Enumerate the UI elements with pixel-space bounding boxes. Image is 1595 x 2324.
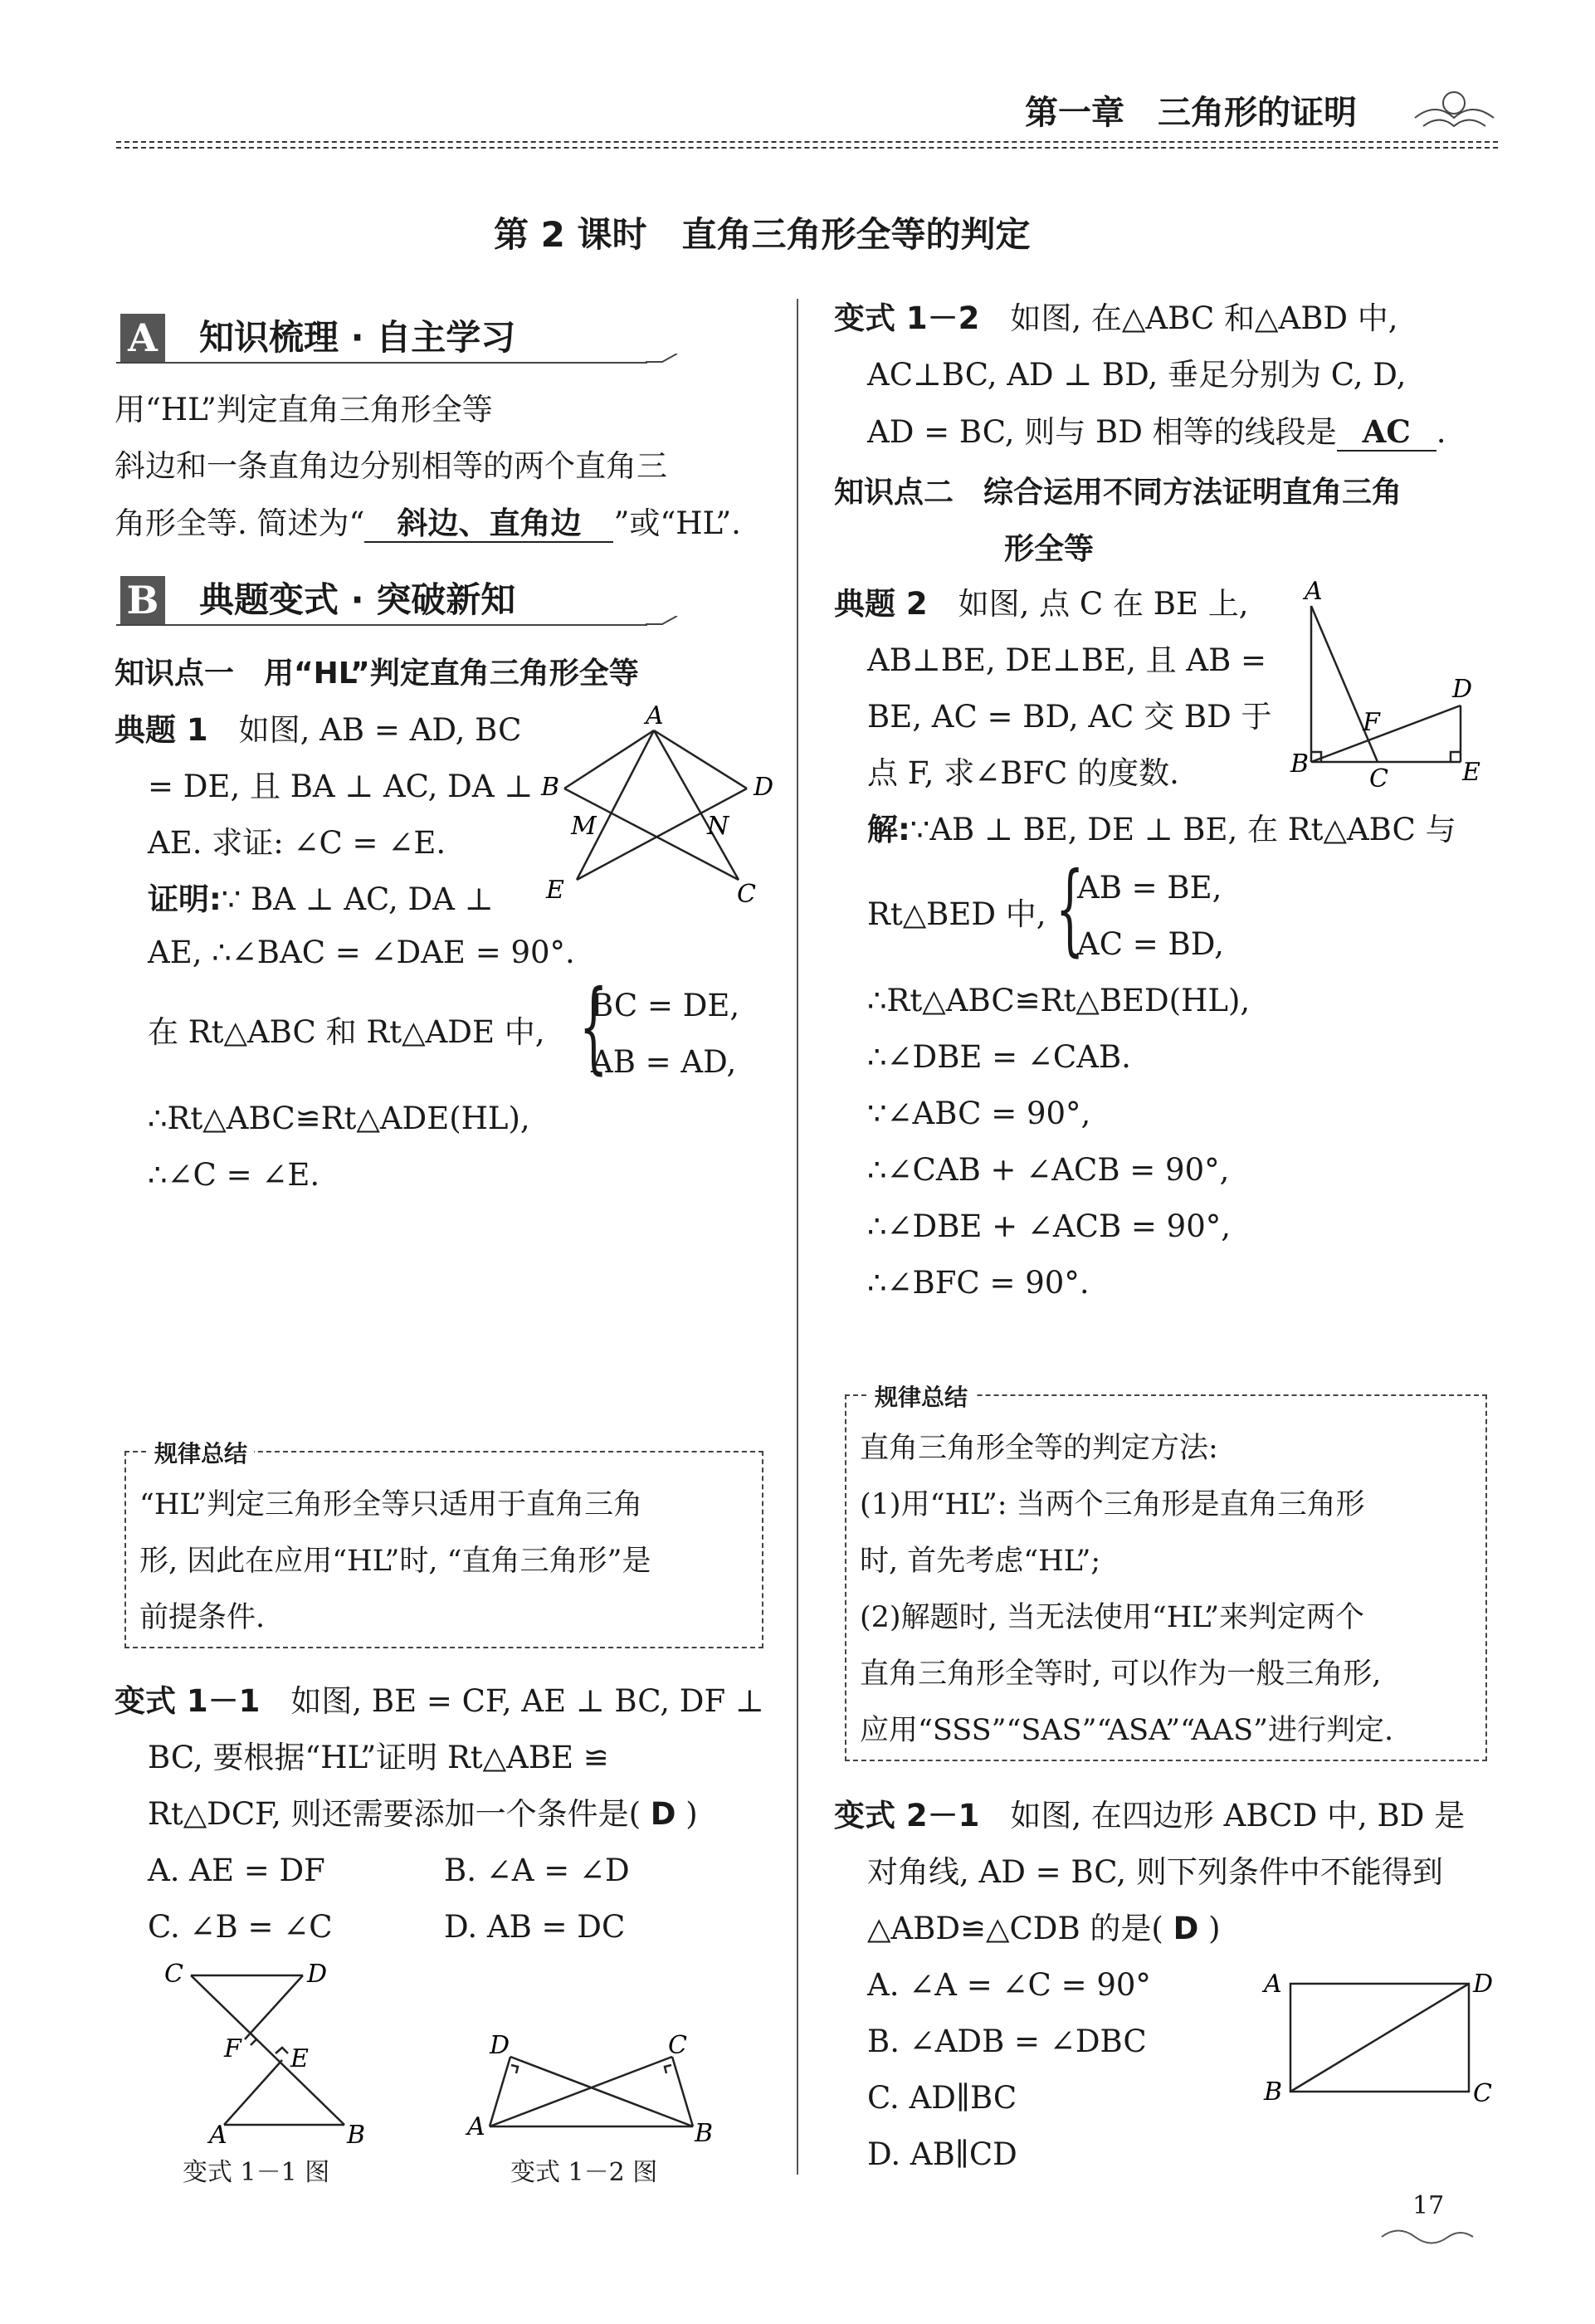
section-b-title: 典题变式 · 突破新知 [199, 579, 516, 620]
ex2-solution-1 [867, 812, 1456, 848]
var12-label: 变式 1－2 [834, 300, 980, 336]
var21-answer: D [1173, 1911, 1199, 1946]
var21-fig-label-b: B [1264, 2077, 1283, 2107]
var21-line-1 [834, 1798, 1465, 1834]
ex1-fig-label-n: N [707, 812, 729, 841]
kp2-title-2: 形全等 [1004, 532, 1095, 566]
var12-fig-label-b: B [695, 2119, 714, 2148]
summary-1-l3: 前提条件. [139, 1601, 266, 1634]
header-rule [116, 141, 1498, 143]
section-a-rule [116, 362, 647, 364]
summary-1-title: 规律总结 [148, 1436, 254, 1469]
var21-fig-label-c: C [1473, 2079, 1492, 2108]
var21-line-3 [867, 1911, 1221, 1947]
summary-2-l1: 直角三角形全等的判定方法: [860, 1432, 1218, 1465]
header-rule-2 [116, 147, 1498, 149]
ex1-l1: 如图, AB = AD, BC [238, 712, 522, 748]
column-divider [797, 299, 798, 2175]
ex2-l3: BE, AC = BD, AC 交 BD 于 [867, 699, 1272, 735]
var11-option-a: A. AE = DF [148, 1853, 325, 1888]
decoration-flower-icon [1411, 85, 1502, 134]
var12-line-3 [867, 413, 1446, 452]
ex1-p4: ∴Rt△ABC≌Rt△ADE(HL), [148, 1101, 530, 1136]
var11-option-d: D. AB = DC [444, 1909, 626, 1945]
var12-fig-label-c: C [668, 2031, 687, 2060]
ex2-brace: { [1056, 852, 1085, 967]
ex1-l3: AE. 求证: ∠C = ∠E. [148, 825, 446, 861]
var11-l2: BC, 要根据“HL”证明 Rt△ABE ≌ [148, 1740, 609, 1775]
var12-l3-pre: AD = BC, 则与 BD 相等的线段是 [867, 414, 1337, 450]
knowledge-line-3-post: ”或“HL”. [613, 505, 741, 541]
var21-option-c: C. AD∥BC [867, 2080, 1017, 2116]
var21-fig-label-a: A [1264, 1970, 1282, 1999]
ex1-brace: { [579, 969, 608, 1085]
ex1-fig-label-d: D [754, 773, 774, 802]
ex1-line-1 [115, 712, 521, 749]
ex1-fig-label-m: M [571, 812, 597, 841]
var21-option-b: B. ∠ADB = ∠DBC [867, 2024, 1147, 2059]
page-title: 第 2 课时 直角三角形全等的判定 [494, 214, 1031, 255]
ex2-l4: 点 F, 求∠BFC 的度数. [867, 755, 1179, 791]
ex1-p2: AE, ∴∠BAC = ∠DAE = 90°. [148, 935, 575, 970]
var12-l1: 如图, 在△ABC 和△ABD 中, [1010, 300, 1398, 336]
summary-2-l2: (1)用“HL”: 当两个三角形是直角三角形 [860, 1488, 1365, 1521]
var11-l1: 如图, BE = CF, AE ⊥ BC, DF ⊥ [290, 1683, 764, 1719]
knowledge-line-3-pre: 角形全等. 简述为“ [115, 505, 365, 541]
var11-fig-label-a: A [209, 2121, 227, 2150]
ex1-fig-label-b: B [541, 773, 560, 802]
var12-figure-caption: 变式 1－2 图 [510, 2158, 658, 2187]
ex1-fig-label-e: E [546, 876, 564, 905]
summary-1-l1: “HL”判定三角形全等只适用于直角三角 [139, 1488, 643, 1521]
var21-option-d: D. AB∥CD [867, 2136, 1017, 2172]
ex2-b2: AC = BD, [1077, 926, 1224, 962]
knowledge-line-1: 用“HL”判定直角三角形全等 [115, 392, 493, 427]
ex2-s7: ∴∠DBE + ∠ACB = 90°, [867, 1208, 1232, 1244]
var11-l3-pre: Rt△DCF, 则还需要添加一个条件是( [148, 1796, 641, 1832]
var21-fig-label-d: D [1473, 1970, 1494, 1999]
ex1-l2: = DE, 且 BA ⊥ AC, DA ⊥ [148, 769, 534, 804]
ex2-s1: ∵AB ⊥ BE, DE ⊥ BE, 在 Rt△ABC 与 [910, 812, 1456, 847]
summary-2-title: 规律总结 [868, 1379, 974, 1413]
ex1-fig-label-c: C [737, 880, 756, 909]
summary-2-l5: 直角三角形全等时, 可以作为一般三角形, [860, 1658, 1382, 1691]
ex2-figure [1286, 581, 1494, 797]
knowledge-answer: 斜边、直角边 [364, 505, 613, 543]
var11-figure-caption: 变式 1－1 图 [183, 2158, 330, 2187]
knowledge-line-3 [115, 505, 741, 543]
var11-line-1 [115, 1683, 764, 1720]
var12-figure [461, 2025, 726, 2150]
var21-l3-post: ) [1208, 1911, 1221, 1946]
section-a-rule-tail [646, 354, 679, 365]
var11-figure [149, 1950, 382, 2150]
ex1-p3: 在 Rt△ABC 和 Rt△ADE 中, [148, 1014, 545, 1050]
ex2-l2: AB⊥BE, DE⊥BE, 且 AB = [867, 642, 1267, 678]
ex1-proof-label: 证明: [148, 881, 222, 917]
var21-l2: 对角线, AD = BC, 则下列条件中不能得到 [867, 1854, 1443, 1890]
kp2-title-1: 知识点二 综合运用不同方法证明直角三角 [834, 476, 1402, 510]
ex1-figure [531, 706, 780, 913]
var11-line-3 [148, 1796, 698, 1833]
ex2-s3: ∴Rt△ABC≌Rt△BED(HL), [867, 983, 1251, 1018]
ex1-fig-label-a: A [646, 706, 664, 730]
section-a-badge: A [120, 314, 165, 362]
var11-label: 变式 1－1 [115, 1683, 261, 1719]
ex1-proof-1 [148, 881, 494, 918]
var21-l1: 如图, 在四边形 ABCD 中, BD 是 [1010, 1798, 1466, 1833]
section-a-title: 知识梳理 · 自主学习 [199, 317, 516, 358]
var12-fig-label-a: A [467, 2112, 485, 2141]
summary-1-l2: 形, 因此在应用“HL”时, “直角三角形”是 [139, 1545, 651, 1578]
ex1-p1: ∵ BA ⊥ AC, DA ⊥ [221, 881, 494, 917]
ex2-line-1 [834, 586, 1248, 622]
var12-l2: AC⊥BC, AD ⊥ BD, 垂足分别为 C, D, [867, 357, 1407, 393]
ex2-label: 典题 2 [834, 586, 928, 622]
var11-answer: D [650, 1796, 676, 1832]
knowledge-line-2: 斜边和一条直角边分别相等的两个直角三 [115, 448, 667, 484]
ex1-label: 典题 1 [115, 712, 208, 748]
var11-option-b: B. ∠A = ∠D [444, 1853, 630, 1888]
page-number: 17 [1412, 2191, 1445, 2220]
ex2-s6: ∴∠CAB + ∠ACB = 90°, [867, 1152, 1230, 1188]
var11-option-c: C. ∠B = ∠C [148, 1909, 333, 1945]
ex2-fig-label-b: B [1290, 749, 1310, 779]
section-b-rule-tail [646, 616, 679, 627]
var11-l3-post: ) [685, 1796, 698, 1832]
summary-2-l4: (2)解题时, 当无法使用“HL”来判定两个 [860, 1601, 1364, 1634]
ex2-s2: Rt△BED 中, [867, 896, 1046, 932]
var21-l3-pre: △ABD≌△CDB 的是( [867, 1911, 1163, 1946]
ex2-b1: AB = BE, [1077, 870, 1222, 906]
ex1-p5: ∴∠C = ∠E. [148, 1157, 320, 1193]
var11-fig-label-e: E [290, 2044, 309, 2073]
var21-figure [1257, 1967, 1498, 2116]
var11-fig-label-f: F [224, 2034, 241, 2063]
section-b-rule [116, 624, 647, 626]
ex2-fig-label-e: E [1462, 758, 1480, 787]
ex2-fig-label-f: F [1363, 708, 1380, 737]
ex2-fig-label-d: D [1452, 675, 1473, 704]
chapter-header: 第一章 三角形的证明 [1025, 94, 1357, 132]
var11-fig-label-d: D [307, 1960, 328, 1989]
var12-l3-post: . [1436, 414, 1446, 450]
ex1-b1: BC = DE, [591, 988, 740, 1023]
kp1-title: 知识点一 用“HL”判定直角三角形全等 [115, 657, 639, 691]
var21-label: 变式 2－1 [834, 1798, 980, 1833]
ex1-b2: AB = AD, [591, 1044, 737, 1080]
summary-2-l6: 应用“SSS”“SAS”“ASA”“AAS”进行判定. [860, 1714, 1394, 1747]
footer-ornament-icon [1378, 2224, 1477, 2249]
ex2-l1: 如图, 点 C 在 BE 上, [958, 586, 1249, 622]
ex2-solution-label: 解: [867, 812, 910, 847]
var11-fig-label-b: B [347, 2121, 366, 2150]
var12-fig-label-d: D [490, 2031, 510, 2060]
ex2-s4: ∴∠DBE = ∠CAB. [867, 1039, 1131, 1075]
var12-line-1 [834, 300, 1398, 337]
summary-2-l3: 时, 首先考虑“HL”; [860, 1545, 1101, 1578]
ex2-s5: ∵∠ABC = 90°, [867, 1096, 1091, 1131]
ex2-fig-label-c: C [1369, 764, 1388, 793]
ex2-fig-label-a: A [1305, 581, 1323, 606]
section-b-badge: B [120, 576, 165, 624]
var11-fig-label-c: C [164, 1960, 183, 1989]
var12-answer: AC [1337, 413, 1436, 452]
ex2-s8: ∴∠BFC = 90°. [867, 1265, 1090, 1301]
var21-option-a: A. ∠A = ∠C = 90° [867, 1967, 1151, 2003]
